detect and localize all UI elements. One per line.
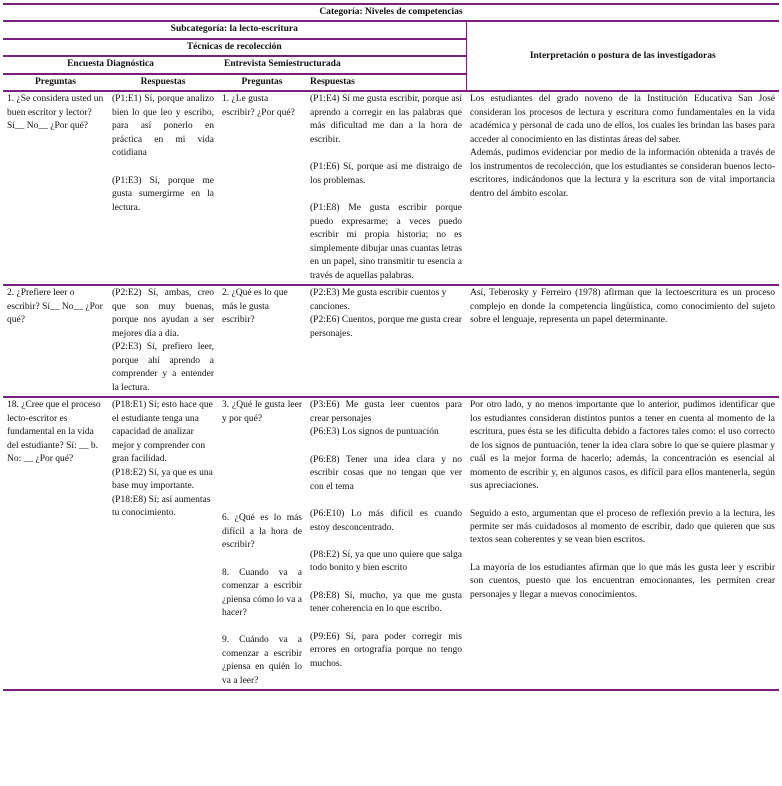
entrevista-respuestas: [306, 91, 466, 285]
interpretacion-text: Además, pudimos evidenciar por medio de la información obtenida a través de los instrumentos de recolección, que los estudiantes se consideran buenos lecto-escritores, indicándonos que la lectura y la escritura son de vital importancia dentro del ámbito escolar.: [470, 148, 776, 199]
respuesta-text: (P2:E3) Sí, prefiero leer, porque ahí aprendo a comprender y a entender la lectura.: [112, 342, 214, 393]
ent-respuestas-header: Respuestas: [306, 74, 466, 91]
respuesta-text: (P8:E2) Sí, ya que uno quiere que salga todo bonito y bien escrito: [310, 549, 462, 574]
table-row: [3, 91, 779, 285]
respuesta-text: (P8:E8) Sí, mucho, ya que me gusta tener coherencia en lo que escribo.: [310, 590, 462, 615]
interpretacion-text: La mayoría de los estudiantes afirman que lo que más les gusta leer y escribir son cuentos, puesto que los encuentran emocionantes, les permiten crear personajes y llegar a nuevos conocimientos.: [470, 562, 776, 600]
interpretacion-text: Los estudiantes del grado noveno de la Institución Educativa San José consideran los procesos de lectura y escritura como fundamentales en la vida académica y personal de cada uno de ellos, los cuales les brindan las bases para acceder al conocimiento en las distintas áreas del saber.: [470, 94, 776, 145]
entrevista-pregunta: [218, 397, 306, 690]
pregunta-text: 2. ¿Qué es lo que más le gusta escribir?: [222, 288, 288, 326]
encuesta-pregunta: 1. ¿Se considera usted un buen escritor y lector? Sí__ No__ ¿Por qué?: [3, 91, 108, 285]
pregunta-text: 6. ¿Qué es lo más difícil a la hora de escribir?: [222, 513, 302, 551]
respuesta-text: (P1:E6) Sí, porque así me distraigo de los problemas.: [310, 162, 462, 186]
table-row: [3, 285, 779, 397]
pregunta-text: 1. ¿Le gusta escribir? ¿Por qué?: [222, 94, 295, 118]
interpretacion-cell: [466, 91, 779, 285]
respuesta-text: (P6:E10) Lo más difícil es cuando estoy desconcentrado.: [310, 509, 462, 533]
entrevista-respuestas: [306, 285, 466, 397]
competencias-table: [3, 3, 779, 691]
respuesta-text: (P6:E8) Tener una idea clara y no escribir cosas que no tengan que ver con el tema: [310, 454, 462, 492]
respuesta-text: (P1:E4) Sí me gusta escribir, porque así aprendo a corregir en las palabras que más dificultad me dan a la hora de escribir.: [310, 94, 462, 145]
categoria-header: Categoría: Niveles de competencias: [3, 4, 779, 21]
respuesta-text: (P1:E1) Sí, porque analizo bien lo que leo y escribo, para así ponerlo en práctica en mi vida cotidiana: [112, 94, 214, 159]
encuesta-respuestas: [108, 397, 218, 690]
entrevista-header: Entrevista Semiestructurada: [218, 56, 466, 73]
respuesta-text: (P3:E6) Me gusta leer cuentos para crear personajes: [310, 400, 462, 424]
entrevista-pregunta: [218, 91, 306, 285]
respuesta-text: (P9:E6) Sí, para poder corregir mis errores en ortografía porque no tengo muchos.: [310, 631, 462, 669]
interpretacion-text: Así, Teberosky y Ferreiro (1978) afirman que la lectoescritura es un proceso complejo en donde la competencia lingüística, como conocimiento del sujeto sobre el lenguaje, representa un papel determinante.: [470, 288, 776, 326]
encuesta-pregunta: 2. ¿Prefiere leer o escribir? Sí__ No__ ¿Por qué?: [3, 285, 108, 397]
interpretacion-text: Seguido a esto, argumentan que el proceso de reflexión previo a la lectura, les permite ser más cuidadosos al momento de escribir, dado que quieren que sus textos sean coherentes y se vean bien escritos.: [470, 508, 776, 546]
encuesta-respuestas: [108, 285, 218, 397]
respuesta-text: (P2:E6) Cuentos, porque me gusta crear personajes.: [310, 315, 462, 339]
entrevista-respuestas: [306, 397, 466, 690]
encuesta-respuestas: [108, 91, 218, 285]
pregunta-text: 9. Cuándo va a comenzar a escribir ¿piensa en quién lo va a leer?: [222, 635, 302, 686]
respuesta-text: (P2:E2) Sí, ambas, creo que son muy buenas, porque nos ayudan a ser mejores día a día.: [112, 288, 214, 339]
respuesta-text: (P2:E3) Me gusta escribir cuentos y canciones.: [310, 288, 447, 312]
enc-preguntas-header: Preguntas: [3, 74, 108, 91]
interpretacion-text: Por otro lado, y no menos importante que lo anterior, pudimos identificar que los estudiantes consideran distintos puntos a tener en cuenta al momento de la escritura, pues ésta se les dificulta debido a factores tales como: el uso correcto de los signos de puntuación, tener la idea clara sobre lo que se quiere plasmar y cuál es la mejor forma de hacerlo; además, la concentración es esencial al momento de escribir y, en algunos casos, es difícil para ellos mantenerla, según sus apreciaciones.: [470, 400, 776, 492]
respuesta-text: (P1:E8) Me gusta escribir porque puedo expresarme; a veces puedo escribir mi propia historia; no es simplemente dibujar unas cuantas letras en un papel, sino transmitir tu esencia a través de aquellas palabras.: [310, 203, 462, 281]
tecnicas-header: Técnicas de recolección: [3, 39, 466, 56]
respuesta-text: (P18:E2) Sí, ya que es una base muy importante.: [112, 467, 213, 492]
interpretacion-header: Interpretación o postura de las investigadoras: [466, 21, 779, 91]
respuesta-text: (P18:E1) Sí; esto hace que el estudiante tenga una capacidad de analizar mejor y comprender con gran facilidad.: [112, 400, 213, 465]
entrevista-pregunta: [218, 285, 306, 397]
enc-respuestas-header: Respuestas: [108, 74, 218, 91]
pregunta-text: 3. ¿Qué le gusta leer y por qué?: [222, 400, 302, 424]
subcategoria-header: Subcategoría: la lecto-escritura: [3, 21, 466, 38]
respuesta-text: (P1:E3) Sí, porque me gusta sumergirme en la lectura.: [112, 175, 214, 213]
respuesta-text: (P6:E3) Los signos de puntuación: [310, 427, 439, 438]
encuesta-header: Encuesta Diagnóstica: [3, 56, 218, 73]
encuesta-pregunta: 18. ¿Cree que el proceso lecto-escritor es fundamental en la vida del estudiante? Sí: __ b. No: __ ¿Por qué?: [3, 397, 108, 690]
respuesta-text: (P18:E8) Sí; así aumentas tu conocimiento.: [112, 494, 211, 518]
interpretacion-cell: [466, 397, 779, 690]
table-row: [3, 397, 779, 690]
pregunta-text: 8. Cuando va a comenzar a escribir ¿piensa cómo lo va a hacer?: [222, 567, 302, 618]
ent-preguntas-header: Preguntas: [218, 74, 306, 91]
interpretacion-cell: [466, 285, 779, 397]
